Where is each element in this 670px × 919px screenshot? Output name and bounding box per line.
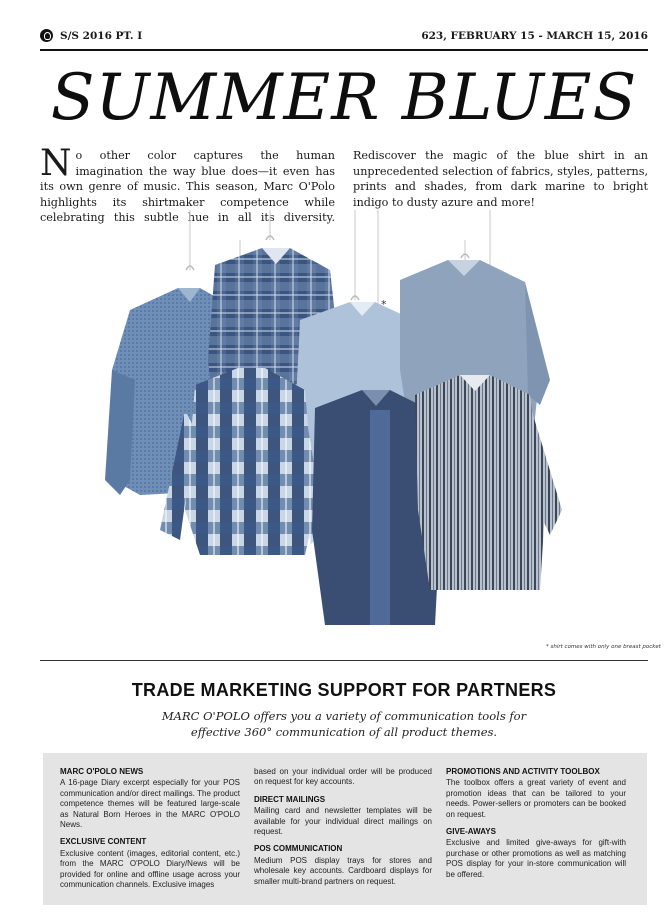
news-title: MARC O'POLO NEWS [60, 767, 144, 776]
drop-cap: N [40, 143, 72, 184]
issue-date: 623, FEBRUARY 15 - MARCH 15, 2016 [421, 30, 648, 42]
mailings-text: Mailing card and newsletter templates will be available for your individual direct mailings on request. [254, 806, 432, 837]
promotions-text: The toolbox offers a great variety of event and promotion ideas that can be tailored to your needs. Power-sellers or promoters can be booked on request. [446, 778, 626, 819]
masthead-bar [40, 27, 648, 51]
info-column-3 [446, 767, 626, 887]
news-text: A 16-page Diary excerpt especially for your POS communication and/or direct mailings. The product competence themes will be featured large-scale as Natural Born Heroes in the MARC O'POLO News. [60, 778, 240, 830]
section-divider [40, 660, 648, 661]
giveaways-text: Exclusive and limited give-aways for gift-with purchase or other promotions as well as matching POS display for your in-store communication will be offered. [446, 838, 626, 879]
info-box [43, 753, 647, 905]
trade-subheading: MARC O'POLO offers you a variety of communication tools for effective 360° communication of all product themes. [161, 709, 527, 739]
giveaways-title: GIVE-AWAYS [446, 827, 496, 837]
exclusive-text-continued: based on your individual order will be produced on request for key accounts. [254, 767, 432, 787]
brand-logo-icon [40, 29, 53, 42]
promotions-title: PROMOTIONS AND ACTIVITY TOOLBOX [446, 767, 600, 776]
photo-footnote: * shirt comes with only one breast pocket [546, 644, 661, 650]
info-column-1 [60, 767, 240, 897]
intro-text: o other color captures the human imagination the way blue does—it even has its own genre of music. This season, Marc O'Polo highlights its shirtmaker competence while celebrating this subtle hue in all its diversity. Rediscover the magic of the blue shirt in an unprecedented selection of fabrics, styles, patterns, prints and shades, from dark marine to bright indigo to dusty azure and more! [40, 149, 648, 224]
asterisk-mark: * [381, 298, 387, 311]
season-label: S/S 2016 PT. I [60, 30, 143, 42]
page-title: SUMMER BLUES [50, 61, 638, 135]
pos-title: POS COMMUNICATION [254, 844, 343, 854]
exclusive-text: Exclusive content (images, editorial content, etc.) from the MARC O'POLO Diary/News will be provided for online and offline usage across your communication channels. Exclusive images [60, 848, 240, 890]
pos-text: Medium POS display trays for stores and wholesale key accounts. Cardboard displays for smaller multi-brand partners on request. [254, 855, 432, 886]
mailings-title: DIRECT MAILINGS [254, 794, 326, 804]
exclusive-title: EXCLUSIVE CONTENT [60, 837, 147, 847]
info-column-2 [254, 767, 432, 894]
trade-heading: TRADE MARKETING SUPPORT FOR PARTNERS [131, 680, 557, 700]
hanging-shirts-illustration [100, 210, 575, 640]
shirts-photo [100, 210, 575, 640]
